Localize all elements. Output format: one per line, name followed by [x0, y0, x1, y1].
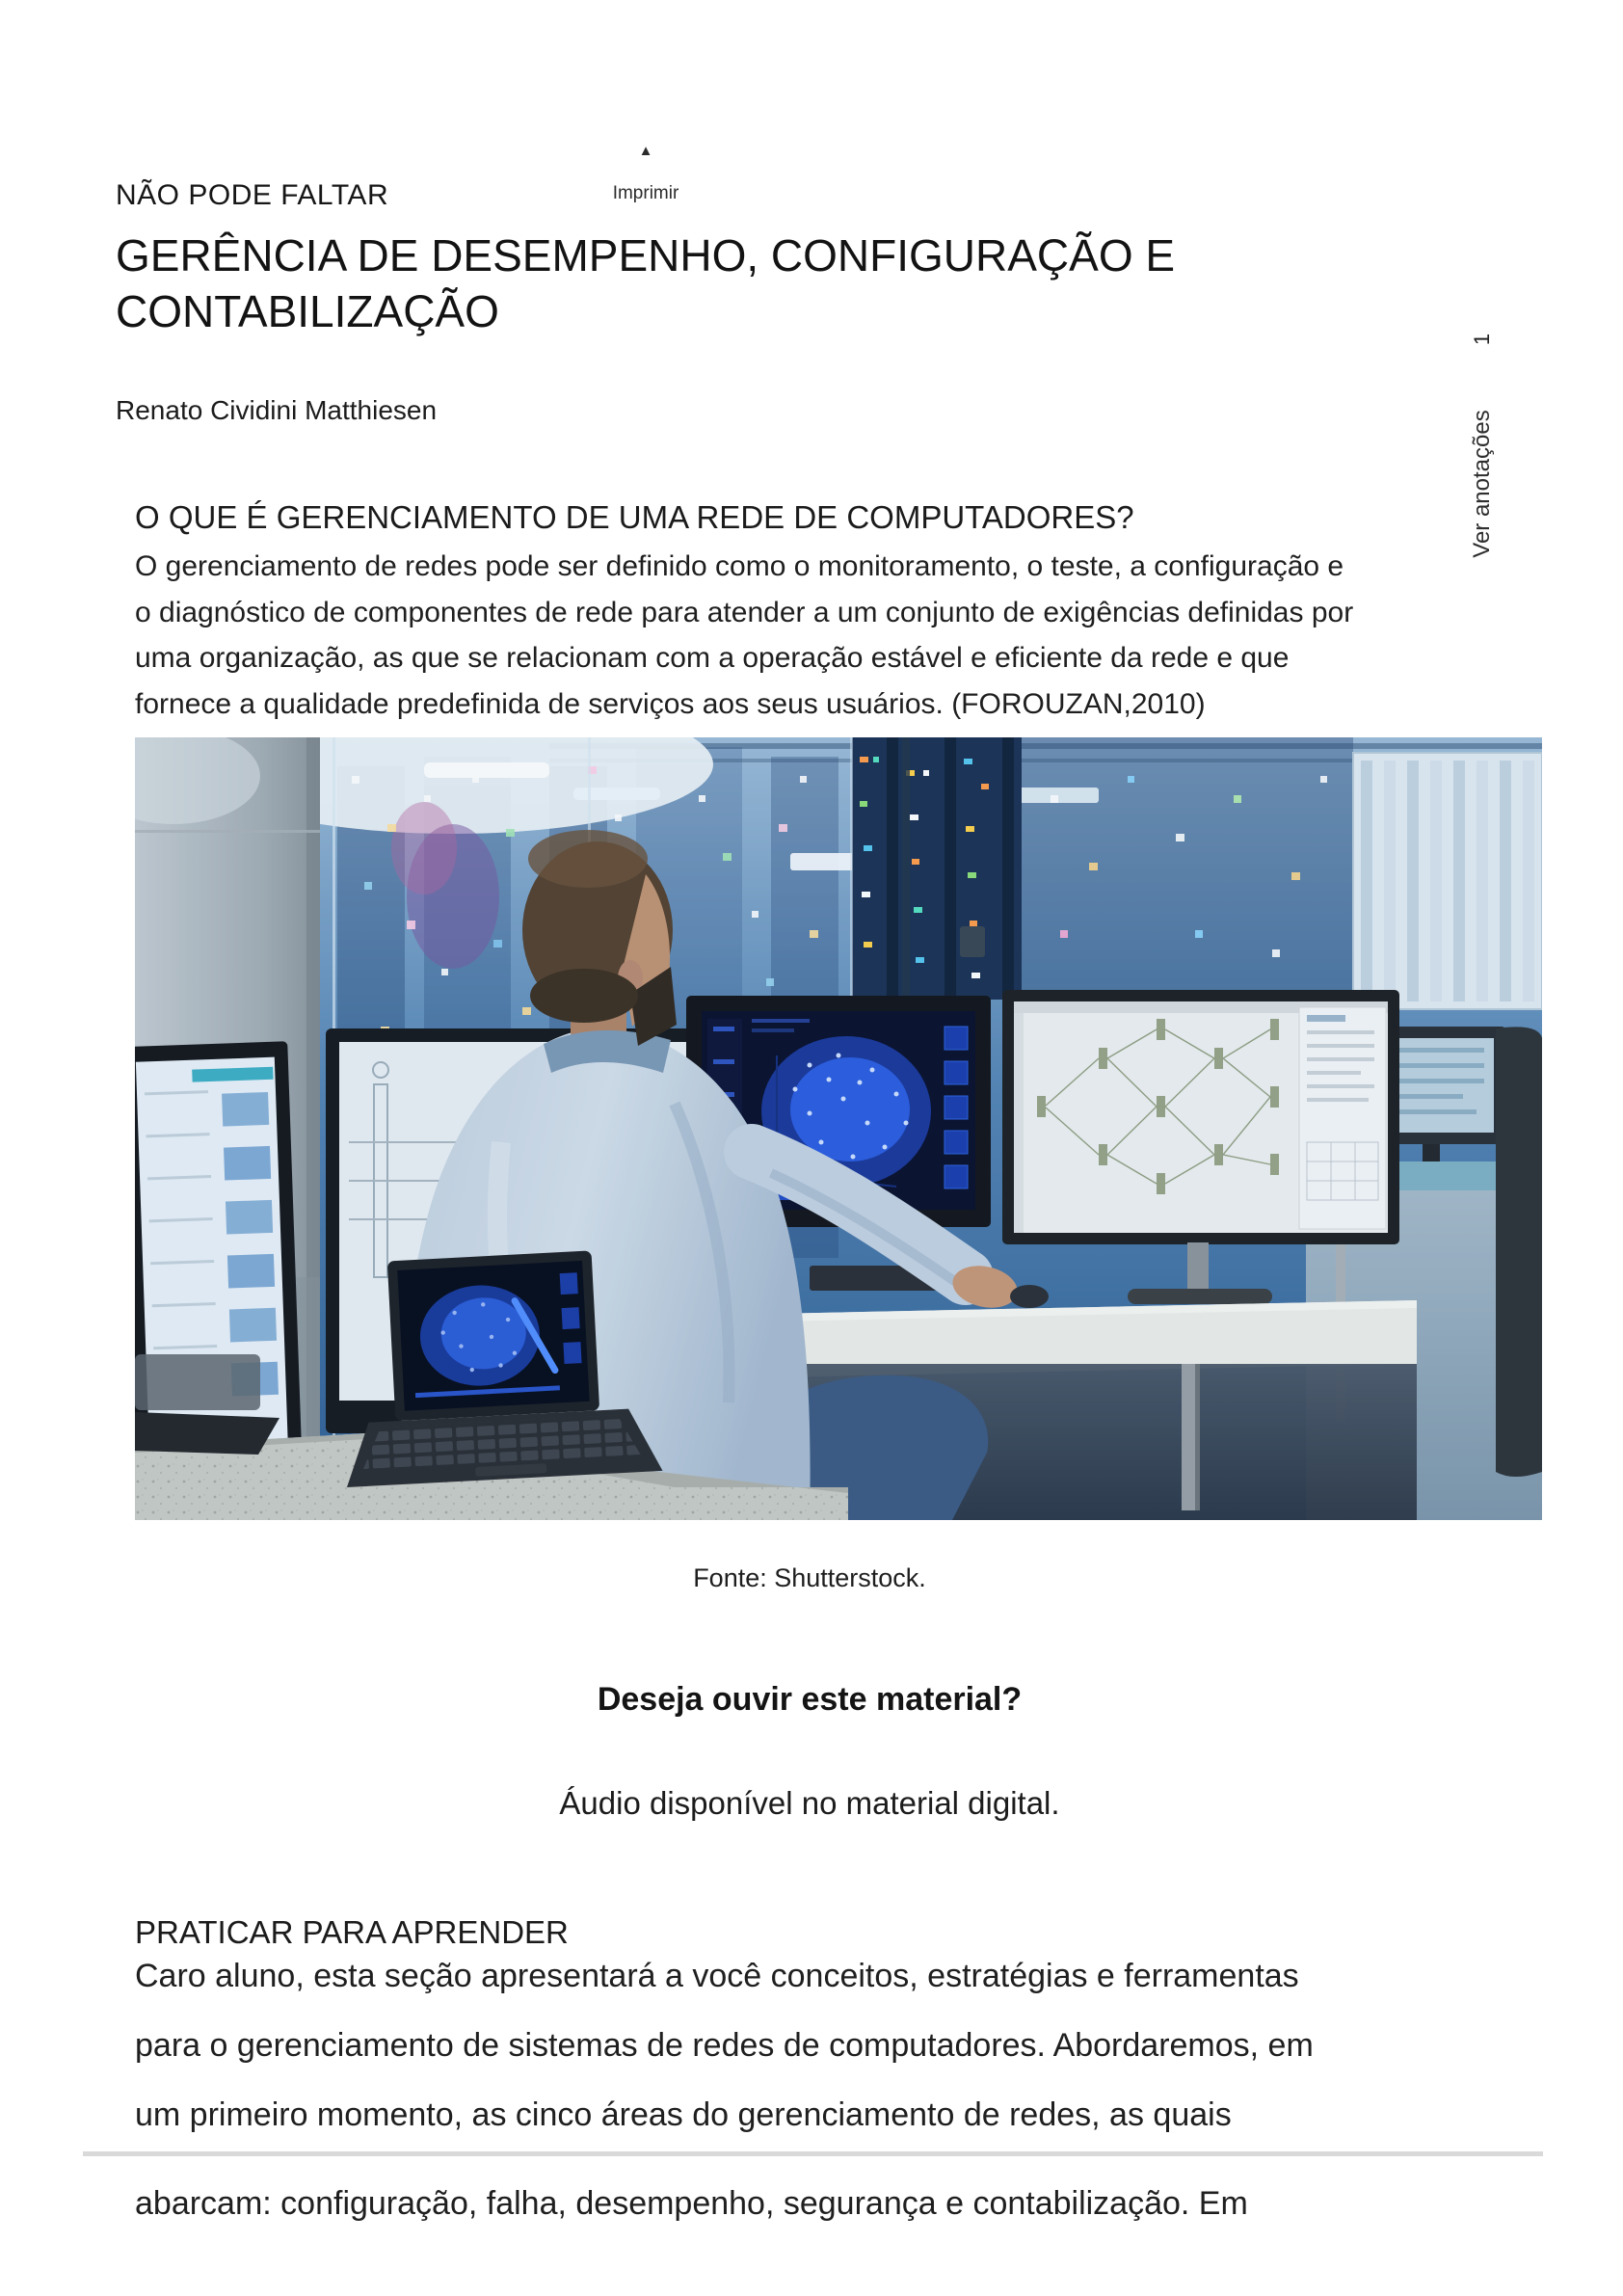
intro-line: O gerenciamento de redes pode ser definido como o monitoramento, o teste, a configuração e [135, 550, 1344, 582]
article-photo [135, 737, 1542, 1520]
photo-illustration [135, 737, 1542, 1520]
page-title-line1: GERÊNCIA DE DESEMPENHO, CONFIGURAÇÃO E [116, 230, 1176, 280]
audio-question: Deseja ouvir este material? [597, 1681, 1023, 1718]
practice-last-line: abarcam: configuração, falha, desempenho, segurança e contabilização. Em [135, 2185, 1248, 2222]
figure-caption: Fonte: Shutterstock. [693, 1563, 926, 1592]
practice-line: um primeiro momento, as cinco áreas do gerenciamento de redes, as quais [135, 2096, 1232, 2133]
page-title-line2: CONTABILIZAÇÃO [116, 286, 499, 336]
audio-availability: Áudio disponível no material digital. [559, 1785, 1060, 1821]
intro-paragraph [135, 544, 1353, 727]
photo-tint [135, 737, 1542, 1520]
practice-line: para o gerenciamento de sistemas de redes de computadores. Abordaremos, em [135, 2027, 1314, 2064]
intro-line: fornece a qualidade predefinida de serviços aos seus usuários. (FOROUZAN,2010) [135, 687, 1206, 720]
section-heading-intro: O QUE É GERENCIAMENTO DE UMA REDE DE COMPUTADORES? [135, 499, 1134, 535]
intro-line: o diagnóstico de componentes de rede para atender a um conjunto de exigências definidas por [135, 596, 1354, 628]
section-heading-practice: PRATICAR PARA APRENDER [135, 1914, 569, 1950]
eyebrow-label: NÃO PODE FALTAR [116, 179, 389, 211]
print-arrow-icon: ▲ [638, 143, 653, 159]
print-button-label: Imprimir [612, 183, 679, 203]
intro-line: uma organização, as que se relacionam com a operação estável e eficiente da rede e que [135, 642, 1290, 674]
page-title [116, 227, 1484, 339]
practice-paragraph [135, 1941, 1314, 2149]
view-annotations-link[interactable]: Ver anotações [1469, 410, 1495, 558]
page-break-divider [83, 2151, 1543, 2156]
author-name: Renato Cividini Matthiesen [116, 395, 438, 425]
practice-line: Caro aluno, esta seção apresentará a você conceitos, estratégias e ferramentas [135, 1958, 1299, 1994]
page-number: 1 [1470, 333, 1494, 346]
print-button[interactable] [569, 143, 723, 204]
